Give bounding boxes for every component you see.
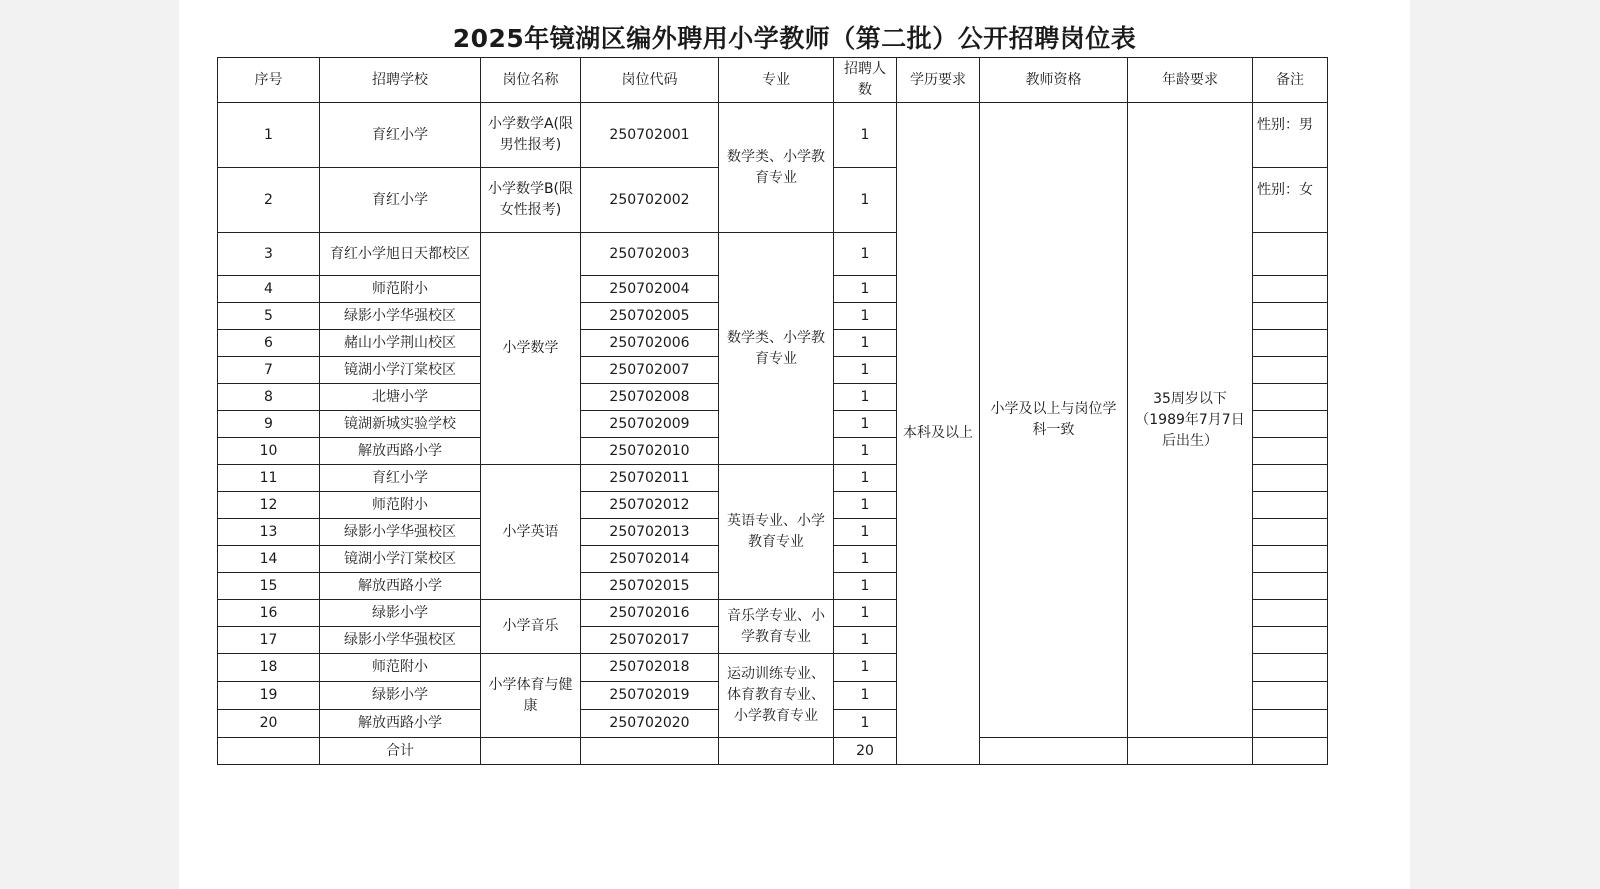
cell-count: 1 <box>834 276 897 303</box>
cell-school: 解放西路小学 <box>320 710 481 738</box>
cell-post-name: 小学英语 <box>481 465 581 600</box>
cell-major: 数学类、小学教育专业 <box>719 103 834 233</box>
cell-remark <box>1253 357 1328 384</box>
cell-seq: 19 <box>218 682 320 710</box>
cell-count: 1 <box>834 710 897 738</box>
header-qualification: 教师资格 <box>980 58 1128 103</box>
cell-count: 1 <box>834 519 897 546</box>
header-school: 招聘学校 <box>320 58 481 103</box>
cell-post-code: 250702015 <box>581 573 719 600</box>
cell-seq: 2 <box>218 168 320 233</box>
cell-school: 育红小学 <box>320 465 481 492</box>
cell-major: 音乐学专业、小学教育专业 <box>719 600 834 654</box>
cell-seq: 6 <box>218 330 320 357</box>
cell-count: 1 <box>834 600 897 627</box>
cell-post-code: 250702013 <box>581 519 719 546</box>
cell-post-code: 250702004 <box>581 276 719 303</box>
total-count: 20 <box>834 738 897 765</box>
cell-school: 师范附小 <box>320 276 481 303</box>
cell-post-code: 250702009 <box>581 411 719 438</box>
cell-remark <box>1253 519 1328 546</box>
cell-count: 1 <box>834 168 897 233</box>
cell-count: 1 <box>834 492 897 519</box>
cell-seq: 12 <box>218 492 320 519</box>
cell-post-name: 小学音乐 <box>481 600 581 654</box>
cell-remark <box>1253 710 1328 738</box>
cell-major: 数学类、小学教育专业 <box>719 233 834 465</box>
cell-school: 师范附小 <box>320 492 481 519</box>
header-education: 学历要求 <box>897 58 980 103</box>
header-age: 年龄要求 <box>1128 58 1253 103</box>
cell-seq: 7 <box>218 357 320 384</box>
cell-count: 1 <box>834 411 897 438</box>
cell-seq: 15 <box>218 573 320 600</box>
cell-seq: 20 <box>218 710 320 738</box>
cell-seq: 17 <box>218 627 320 654</box>
cell-remark <box>1253 330 1328 357</box>
table-row <box>218 103 1328 168</box>
cell-post-code: 250702012 <box>581 492 719 519</box>
table-header-row <box>218 58 1328 103</box>
cell-major <box>719 738 834 765</box>
cell-count: 1 <box>834 682 897 710</box>
cell-remark <box>1253 276 1328 303</box>
cell-school: 绿影小学 <box>320 600 481 627</box>
cell-seq: 10 <box>218 438 320 465</box>
cell-seq: 11 <box>218 465 320 492</box>
header-post-name: 岗位名称 <box>481 58 581 103</box>
cell-post-code: 250702016 <box>581 600 719 627</box>
cell-post-code: 250702005 <box>581 303 719 330</box>
header-post-code: 岗位代码 <box>581 58 719 103</box>
cell-post-name: 小学数学A(限男性报考) <box>481 103 581 168</box>
cell-remark <box>1253 627 1328 654</box>
cell-seq <box>218 738 320 765</box>
table-total-row <box>218 738 1328 765</box>
cell-post-code: 250702019 <box>581 682 719 710</box>
cell-seq: 5 <box>218 303 320 330</box>
cell-post-name: 小学数学 <box>481 233 581 465</box>
cell-remark <box>1253 546 1328 573</box>
cell-post-code: 250702018 <box>581 654 719 682</box>
cell-post-name: 小学体育与健康 <box>481 654 581 738</box>
header-count: 招聘人数 <box>834 58 897 103</box>
header-seq: 序号 <box>218 58 320 103</box>
cell-school: 育红小学 <box>320 168 481 233</box>
cell-seq: 3 <box>218 233 320 276</box>
cell-school: 绿影小学华强校区 <box>320 627 481 654</box>
cell-qualification <box>980 738 1128 765</box>
cell-remark <box>1253 233 1328 276</box>
cell-seq: 9 <box>218 411 320 438</box>
cell-school: 师范附小 <box>320 654 481 682</box>
cell-count: 1 <box>834 303 897 330</box>
cell-remark <box>1253 682 1328 710</box>
cell-school: 绿影小学 <box>320 682 481 710</box>
cell-remark <box>1253 654 1328 682</box>
cell-remark <box>1253 573 1328 600</box>
cell-remark <box>1253 411 1328 438</box>
cell-school: 镜湖小学汀棠校区 <box>320 546 481 573</box>
cell-count: 1 <box>834 384 897 411</box>
cell-post-code <box>581 738 719 765</box>
cell-post-code: 250702014 <box>581 546 719 573</box>
cell-count: 1 <box>834 465 897 492</box>
cell-age <box>1128 738 1253 765</box>
cell-seq: 14 <box>218 546 320 573</box>
cell-remark: 性别：男 <box>1253 103 1328 168</box>
header-remark: 备注 <box>1253 58 1328 103</box>
cell-count: 1 <box>834 357 897 384</box>
cell-post-code: 250702010 <box>581 438 719 465</box>
cell-count: 1 <box>834 573 897 600</box>
cell-count: 1 <box>834 233 897 276</box>
cell-post-code: 250702007 <box>581 357 719 384</box>
cell-school: 解放西路小学 <box>320 573 481 600</box>
total-label: 合计 <box>320 738 481 765</box>
cell-count: 1 <box>834 654 897 682</box>
cell-post-code: 250702011 <box>581 465 719 492</box>
cell-remark <box>1253 465 1328 492</box>
cell-post-code: 250702017 <box>581 627 719 654</box>
cell-school: 赭山小学荆山校区 <box>320 330 481 357</box>
cell-post-code: 250702003 <box>581 233 719 276</box>
cell-major: 运动训练专业、体育教育专业、小学教育专业 <box>719 654 834 738</box>
cell-post-code: 250702001 <box>581 103 719 168</box>
cell-seq: 4 <box>218 276 320 303</box>
cell-post-code: 250702008 <box>581 384 719 411</box>
cell-remark: 性别：女 <box>1253 168 1328 233</box>
cell-age: 35周岁以下（1989年7月7日后出生） <box>1128 103 1253 738</box>
cell-count: 1 <box>834 546 897 573</box>
cell-school: 北塘小学 <box>320 384 481 411</box>
cell-seq: 13 <box>218 519 320 546</box>
cell-post-name: 小学数学B(限女性报考) <box>481 168 581 233</box>
cell-count: 1 <box>834 103 897 168</box>
cell-count: 1 <box>834 330 897 357</box>
cell-school: 镜湖新城实验学校 <box>320 411 481 438</box>
cell-remark <box>1253 438 1328 465</box>
cell-major: 英语专业、小学教育专业 <box>719 465 834 600</box>
cell-school: 育红小学旭日天都校区 <box>320 233 481 276</box>
cell-seq: 18 <box>218 654 320 682</box>
cell-education: 本科及以上 <box>897 103 980 765</box>
cell-seq: 8 <box>218 384 320 411</box>
cell-school: 解放西路小学 <box>320 438 481 465</box>
cell-school: 镜湖小学汀棠校区 <box>320 357 481 384</box>
page-title: 2025年镜湖区编外聘用小学教师（第二批）公开招聘岗位表 <box>452 24 1137 53</box>
cell-remark <box>1253 738 1328 765</box>
cell-school: 绿影小学华强校区 <box>320 303 481 330</box>
cell-post-code: 250702006 <box>581 330 719 357</box>
cell-post-code: 250702002 <box>581 168 719 233</box>
cell-remark <box>1253 384 1328 411</box>
cell-school: 绿影小学华强校区 <box>320 519 481 546</box>
cell-count: 1 <box>834 438 897 465</box>
cell-post-code: 250702020 <box>581 710 719 738</box>
cell-school: 育红小学 <box>320 103 481 168</box>
cell-post-name <box>481 738 581 765</box>
header-major: 专业 <box>719 58 834 103</box>
recruitment-table <box>217 57 1328 765</box>
document-page <box>179 0 1410 889</box>
cell-remark <box>1253 600 1328 627</box>
cell-qualification: 小学及以上与岗位学科一致 <box>980 103 1128 738</box>
cell-remark <box>1253 303 1328 330</box>
cell-remark <box>1253 492 1328 519</box>
cell-count: 1 <box>834 627 897 654</box>
cell-seq: 16 <box>218 600 320 627</box>
cell-seq: 1 <box>218 103 320 168</box>
